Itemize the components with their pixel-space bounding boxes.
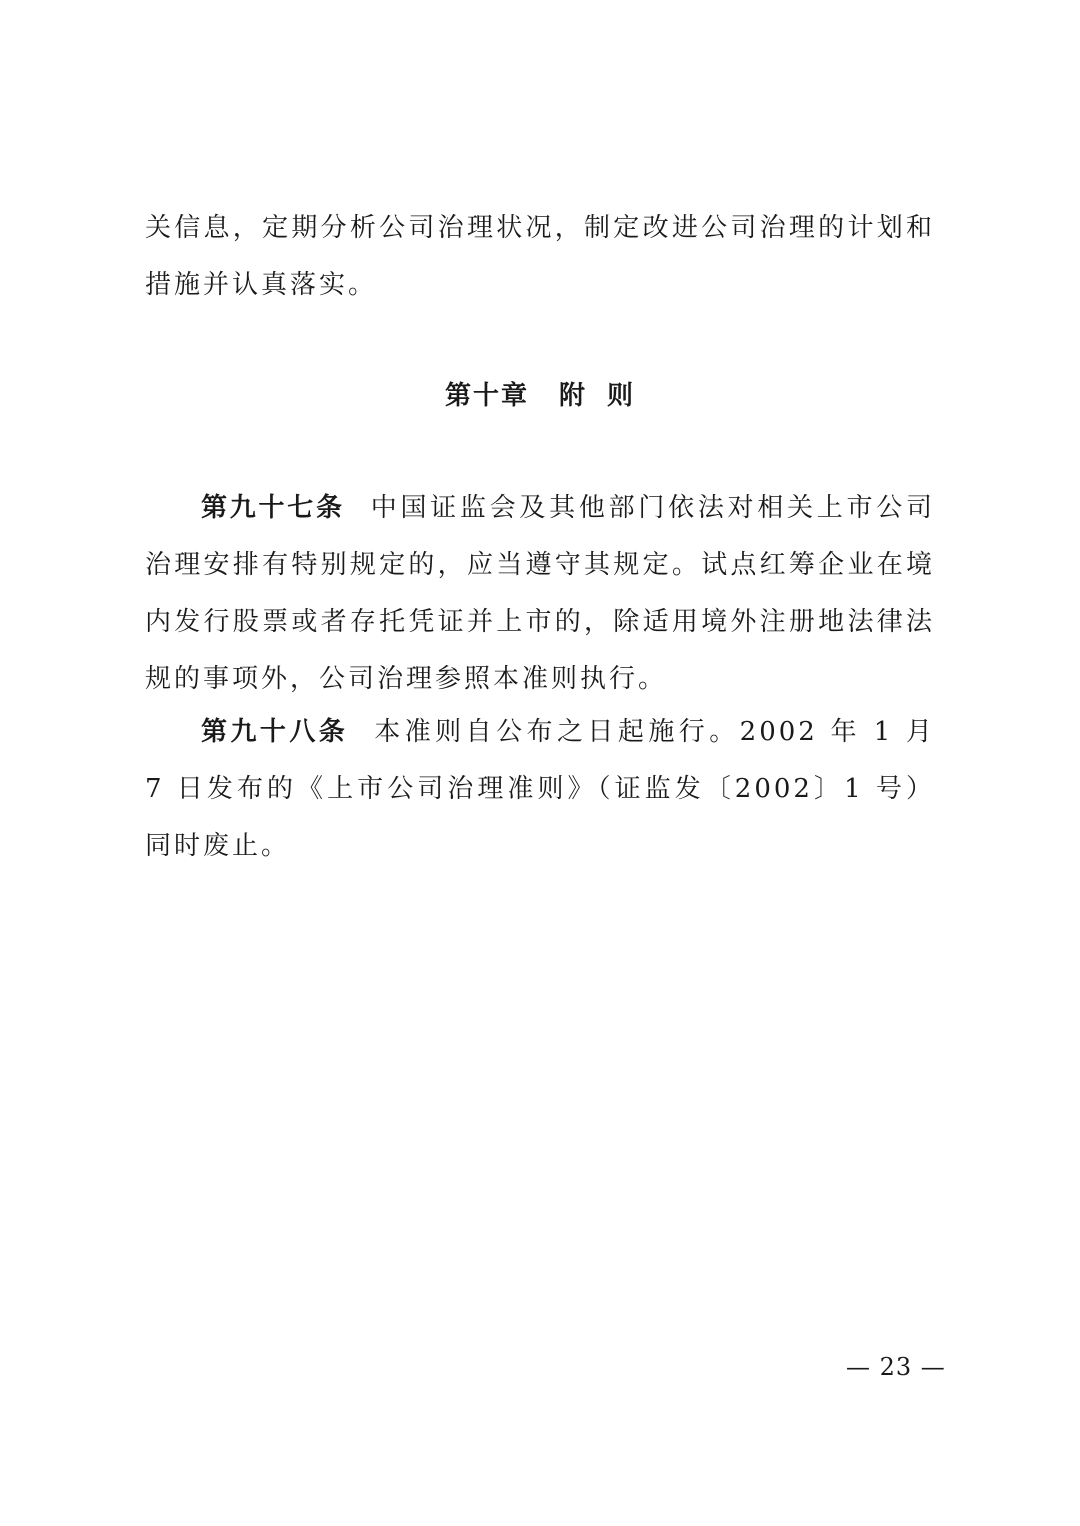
article-97-text: 中国证监会及其他部门依法对相关上市公司治理安排有特别规定的，应当遵守其规定。试点红筹企业在境内发行股票或者存托凭证并上市的，除适用境外注册地法律法规的事项外，公司治理参照本准则执行。	[145, 493, 935, 694]
chapter-heading	[0, 368, 1080, 425]
article-98	[145, 704, 935, 875]
article-97	[145, 480, 935, 708]
article-98-label: 第九十八条	[201, 717, 349, 747]
page-number: — 23 —	[846, 1353, 946, 1381]
article-97-label: 第九十七条	[201, 493, 345, 523]
chapter-number: 第十章	[444, 381, 529, 411]
chapter-title-part1: 附	[558, 381, 587, 411]
chapter-title-part2: 则	[607, 381, 636, 411]
article-98-text: 本准则自公布之日起施行。2002 年 1 月 7 日发布的《上市公司治理准则》（证监发〔2002〕1 号）同时废止。	[145, 717, 935, 861]
continuation-paragraph: 关信息，定期分析公司治理状况，制定改进公司治理的计划和措施并认真落实。	[145, 213, 935, 300]
